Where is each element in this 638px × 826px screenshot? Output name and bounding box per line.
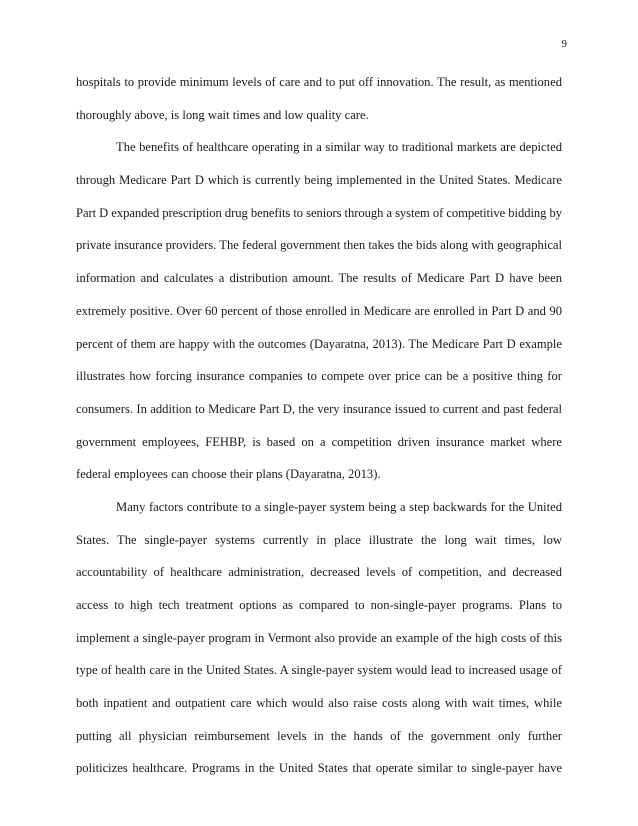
text-line: hospitals to provide minimum levels of care and to put off innovation. The result, as mentioned	[76, 75, 562, 89]
text-line: extremely positive. Over 60 percent of those enrolled in Medicare are enrolled in Part D and 90	[76, 303, 562, 318]
text-line: Many factors contribute to a single-payer system being a step backwards for the United	[116, 499, 562, 514]
text-line: both inpatient and outpatient care which would also raise costs along with wait times, while	[76, 696, 562, 711]
page-number: 9	[561, 38, 567, 50]
text-line: federal employees can choose their plans (Dayaratna, 2013).	[76, 467, 381, 482]
body-text	[76, 66, 562, 785]
text-line: percent of them are happy with the outcomes (Dayaratna, 2013). The Medicare Part D example	[76, 336, 562, 351]
text-line: government employees, FEHBP, is based on a competition driven insurance market where	[76, 434, 562, 449]
text-line: illustrates how forcing insurance companies to compete over price can be a positive thing for	[76, 369, 562, 384]
text-line: implement a single-payer program in Vermont also provide an example of the high costs of this	[76, 630, 562, 645]
text-line: States. The single-payer systems currently in place illustrate the long wait times, low	[76, 532, 562, 547]
text-line: access to high tech treatment options as compared to non-single-payer programs. Plans to	[76, 598, 562, 612]
text-line: type of health care in the United States. A single-payer system would lead to increased usage of	[76, 663, 562, 678]
text-line: through Medicare Part D which is currently being implemented in the United States. Medicare	[76, 173, 562, 188]
text-line: The benefits of healthcare operating in a similar way to traditional markets are depicted	[116, 140, 562, 155]
text-line: consumers. In addition to Medicare Part D, the very insurance issued to current and past federal	[76, 401, 562, 416]
text-line: politicizes healthcare. Programs in the United States that operate similar to single-payer have	[76, 761, 562, 776]
text-line: Part D expanded prescription drug benefits to seniors through a system of competitive bidding by	[76, 205, 562, 220]
text-line: putting all physician reimbursement levels in the hands of the government only further	[76, 728, 562, 743]
text-line: information and calculates a distribution amount. The results of Medicare Part D have been	[76, 271, 562, 286]
text-line: accountability of healthcare administration, decreased levels of competition, and decreased	[76, 565, 562, 580]
text-line: private insurance providers. The federal government then takes the bids along with geographical	[76, 238, 562, 253]
text-line: thoroughly above, is long wait times and low quality care.	[76, 107, 369, 122]
